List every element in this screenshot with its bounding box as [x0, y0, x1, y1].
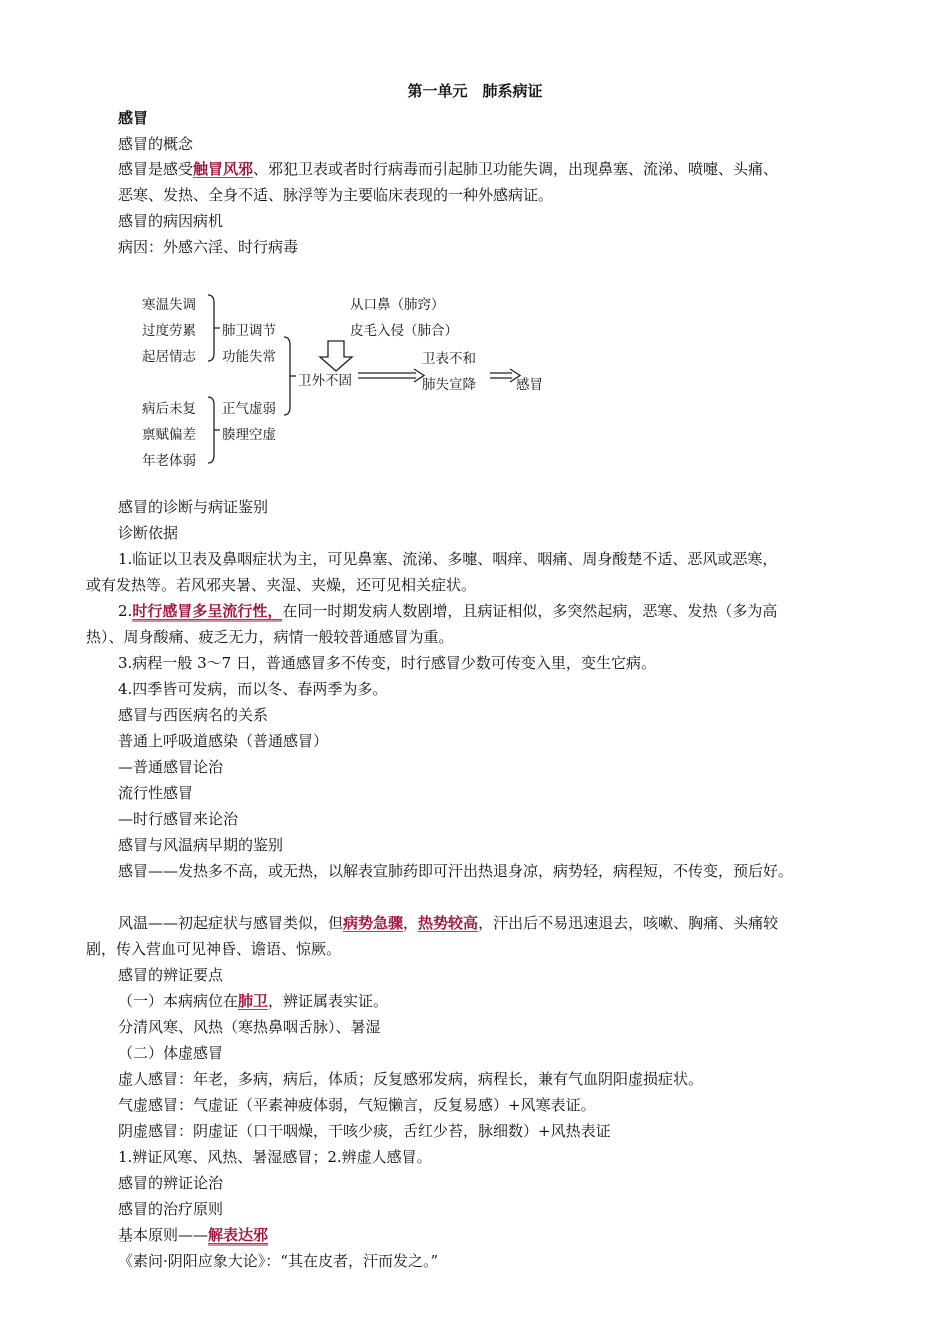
differential-heading: 感冒与风温病早期的鉴别: [118, 836, 284, 854]
differential-wind-line1: [118, 911, 878, 935]
etiology-diagram: [130, 285, 570, 475]
highlight-text: 肺卫: [238, 992, 269, 1010]
diagnosis-item-2-line2: 热）、周身酸痛、疲乏无力，病情一般较普通感冒为重。: [86, 628, 454, 646]
highlight-text: 病势急骤: [343, 914, 404, 932]
highlight-text: 触冒风邪: [193, 160, 254, 178]
mechanism-1a: 肺卫调节: [222, 323, 276, 339]
highlight-text: 解表达邪: [208, 1226, 269, 1244]
etiology-heading: 感冒的病因病机: [118, 212, 224, 230]
concept-heading: 感冒的概念: [118, 135, 194, 153]
route-2: 皮毛入侵（肺合）: [350, 323, 458, 339]
result-2: 肺失宣降: [422, 377, 476, 393]
diagnosis-item-1-line2: 或有发热等。若风邪夹暑、夹湿、夹燥，还可见相关症状。: [86, 576, 477, 594]
treatment-basic: [118, 1223, 878, 1247]
text-span: ，辨证属表实证。: [268, 992, 389, 1010]
text-span: （一）本病病位在: [118, 992, 239, 1010]
highlight-text: 时行感冒多呈流行性，: [132, 602, 283, 620]
cause-6: 年老体弱: [142, 453, 196, 469]
route-1: 从口鼻（肺窍）: [350, 297, 445, 313]
etiology-cause: 病因：外感六淫、时行病毒: [118, 238, 299, 256]
cause-5: 禀赋偏差: [142, 427, 196, 443]
treatment-quote: 《素问·阴阳应象大论》：“其在皮者，汗而发之。”: [118, 1252, 439, 1270]
relation-3: 流行性感冒: [118, 784, 194, 802]
cause-2: 过度劳累: [142, 323, 196, 339]
relation-1: 普通上呼吸道感染（普通感冒）: [118, 732, 329, 750]
cause-4: 病后未复: [142, 401, 196, 417]
cause-3: 起居情志: [142, 349, 196, 365]
text-span: 、邪犯卫表或者时行病毒而引起肺卫功能失调，出现鼻塞、流涕、喷嚏、头痛、: [253, 160, 779, 178]
mechanism-2b: 腠理空虚: [222, 427, 276, 443]
key-point-2a: 虚人感冒：年老，多病，病后，体质；反复感邪发病，病程长，兼有气血阴阳虚损症状。: [118, 1070, 704, 1088]
relation-4: —时行感冒来论治: [118, 810, 239, 828]
text-span: 风温——初起症状与感冒类似，但: [118, 914, 344, 932]
diagnosis-item-3: 3.病程一般 3～7 日，普通感冒多不传变，时行感冒少数可传变入里，变生它病。: [118, 654, 656, 672]
text-span: ，汗出后不易迅速退去，咳嗽、胸痛、头痛较: [478, 914, 779, 932]
differential-cold: 感冒——发热多不高，或无热，以解表宣肺药即可汗出热退身凉，病势轻，病程短，不传变，预后好。: [118, 862, 794, 880]
section-heading: 感冒: [118, 109, 149, 127]
relation-2: —普通感冒论治: [118, 758, 224, 776]
diagnosis-item-2-line1: [118, 599, 878, 623]
text-span: ，: [403, 914, 419, 932]
diagnosis-item-1-line1: 1.临证以卫表及鼻咽症状为主，可见鼻塞、流涕、多嚏、咽痒、咽痛、周身酸楚不适、恶风或恶寒，: [118, 550, 778, 568]
key-point-summary: 1.辨证风寒、风热、暑湿感冒；2.辨虚人感冒。: [118, 1148, 432, 1166]
key-point-1: [118, 989, 878, 1013]
highlight-text: 热势较高: [418, 914, 479, 932]
end-node: 感冒: [516, 377, 543, 393]
relation-heading: 感冒与西医病名的关系: [118, 706, 269, 724]
mechanism-2a: 正气虚弱: [222, 401, 276, 417]
concept-paragraph-line1: [118, 157, 878, 181]
diagnosis-basis: 诊断依据: [118, 524, 179, 542]
diagnosis-item-4: 4.四季皆可发病，而以冬、春两季为多。: [118, 680, 388, 698]
diagnosis-heading: 感冒的诊断与病证鉴别: [118, 498, 269, 516]
center-node: 卫外不固: [298, 373, 352, 389]
key-point-2: （二）体虚感冒: [118, 1044, 224, 1062]
text-span: 感冒是感受: [118, 160, 194, 178]
key-point-1-detail: 分清风寒、风热（寒热鼻咽舌脉）、暑湿: [118, 1018, 381, 1036]
text-span: 2.: [118, 602, 133, 620]
key-point-2c: 阴虚感冒：阴虚证（口干咽燥，干咳少痰，舌红少苔，脉细数）+风热表证: [118, 1122, 611, 1140]
treatment-heading: 感冒的辨证论治: [118, 1174, 224, 1192]
concept-paragraph-line2: 恶寒、发热、全身不适、脉浮等为主要临床表现的一种外感病证。: [118, 186, 554, 204]
key-point-2b: 气虚感冒：气虚证（平素神疲体弱，气短懒言，反复易感）+风寒表证。: [118, 1096, 596, 1114]
key-points-heading: 感冒的辨证要点: [118, 966, 224, 984]
result-1: 卫表不和: [422, 351, 476, 367]
text-span: 在同一时期发病人数剧增，且病证相似，多突然起病，恶寒、发热（多为高: [282, 602, 778, 620]
page-title: 第一单元 肺系病证: [407, 82, 543, 100]
differential-wind-line2: 剧，传入营血可见神昏、谵语、惊厥。: [86, 940, 342, 958]
treatment-principle: 感冒的治疗原则: [118, 1200, 224, 1218]
text-span: 基本原则——: [118, 1226, 209, 1244]
cause-1: 寒温失调: [142, 297, 196, 313]
mechanism-1b: 功能失常: [222, 349, 276, 365]
